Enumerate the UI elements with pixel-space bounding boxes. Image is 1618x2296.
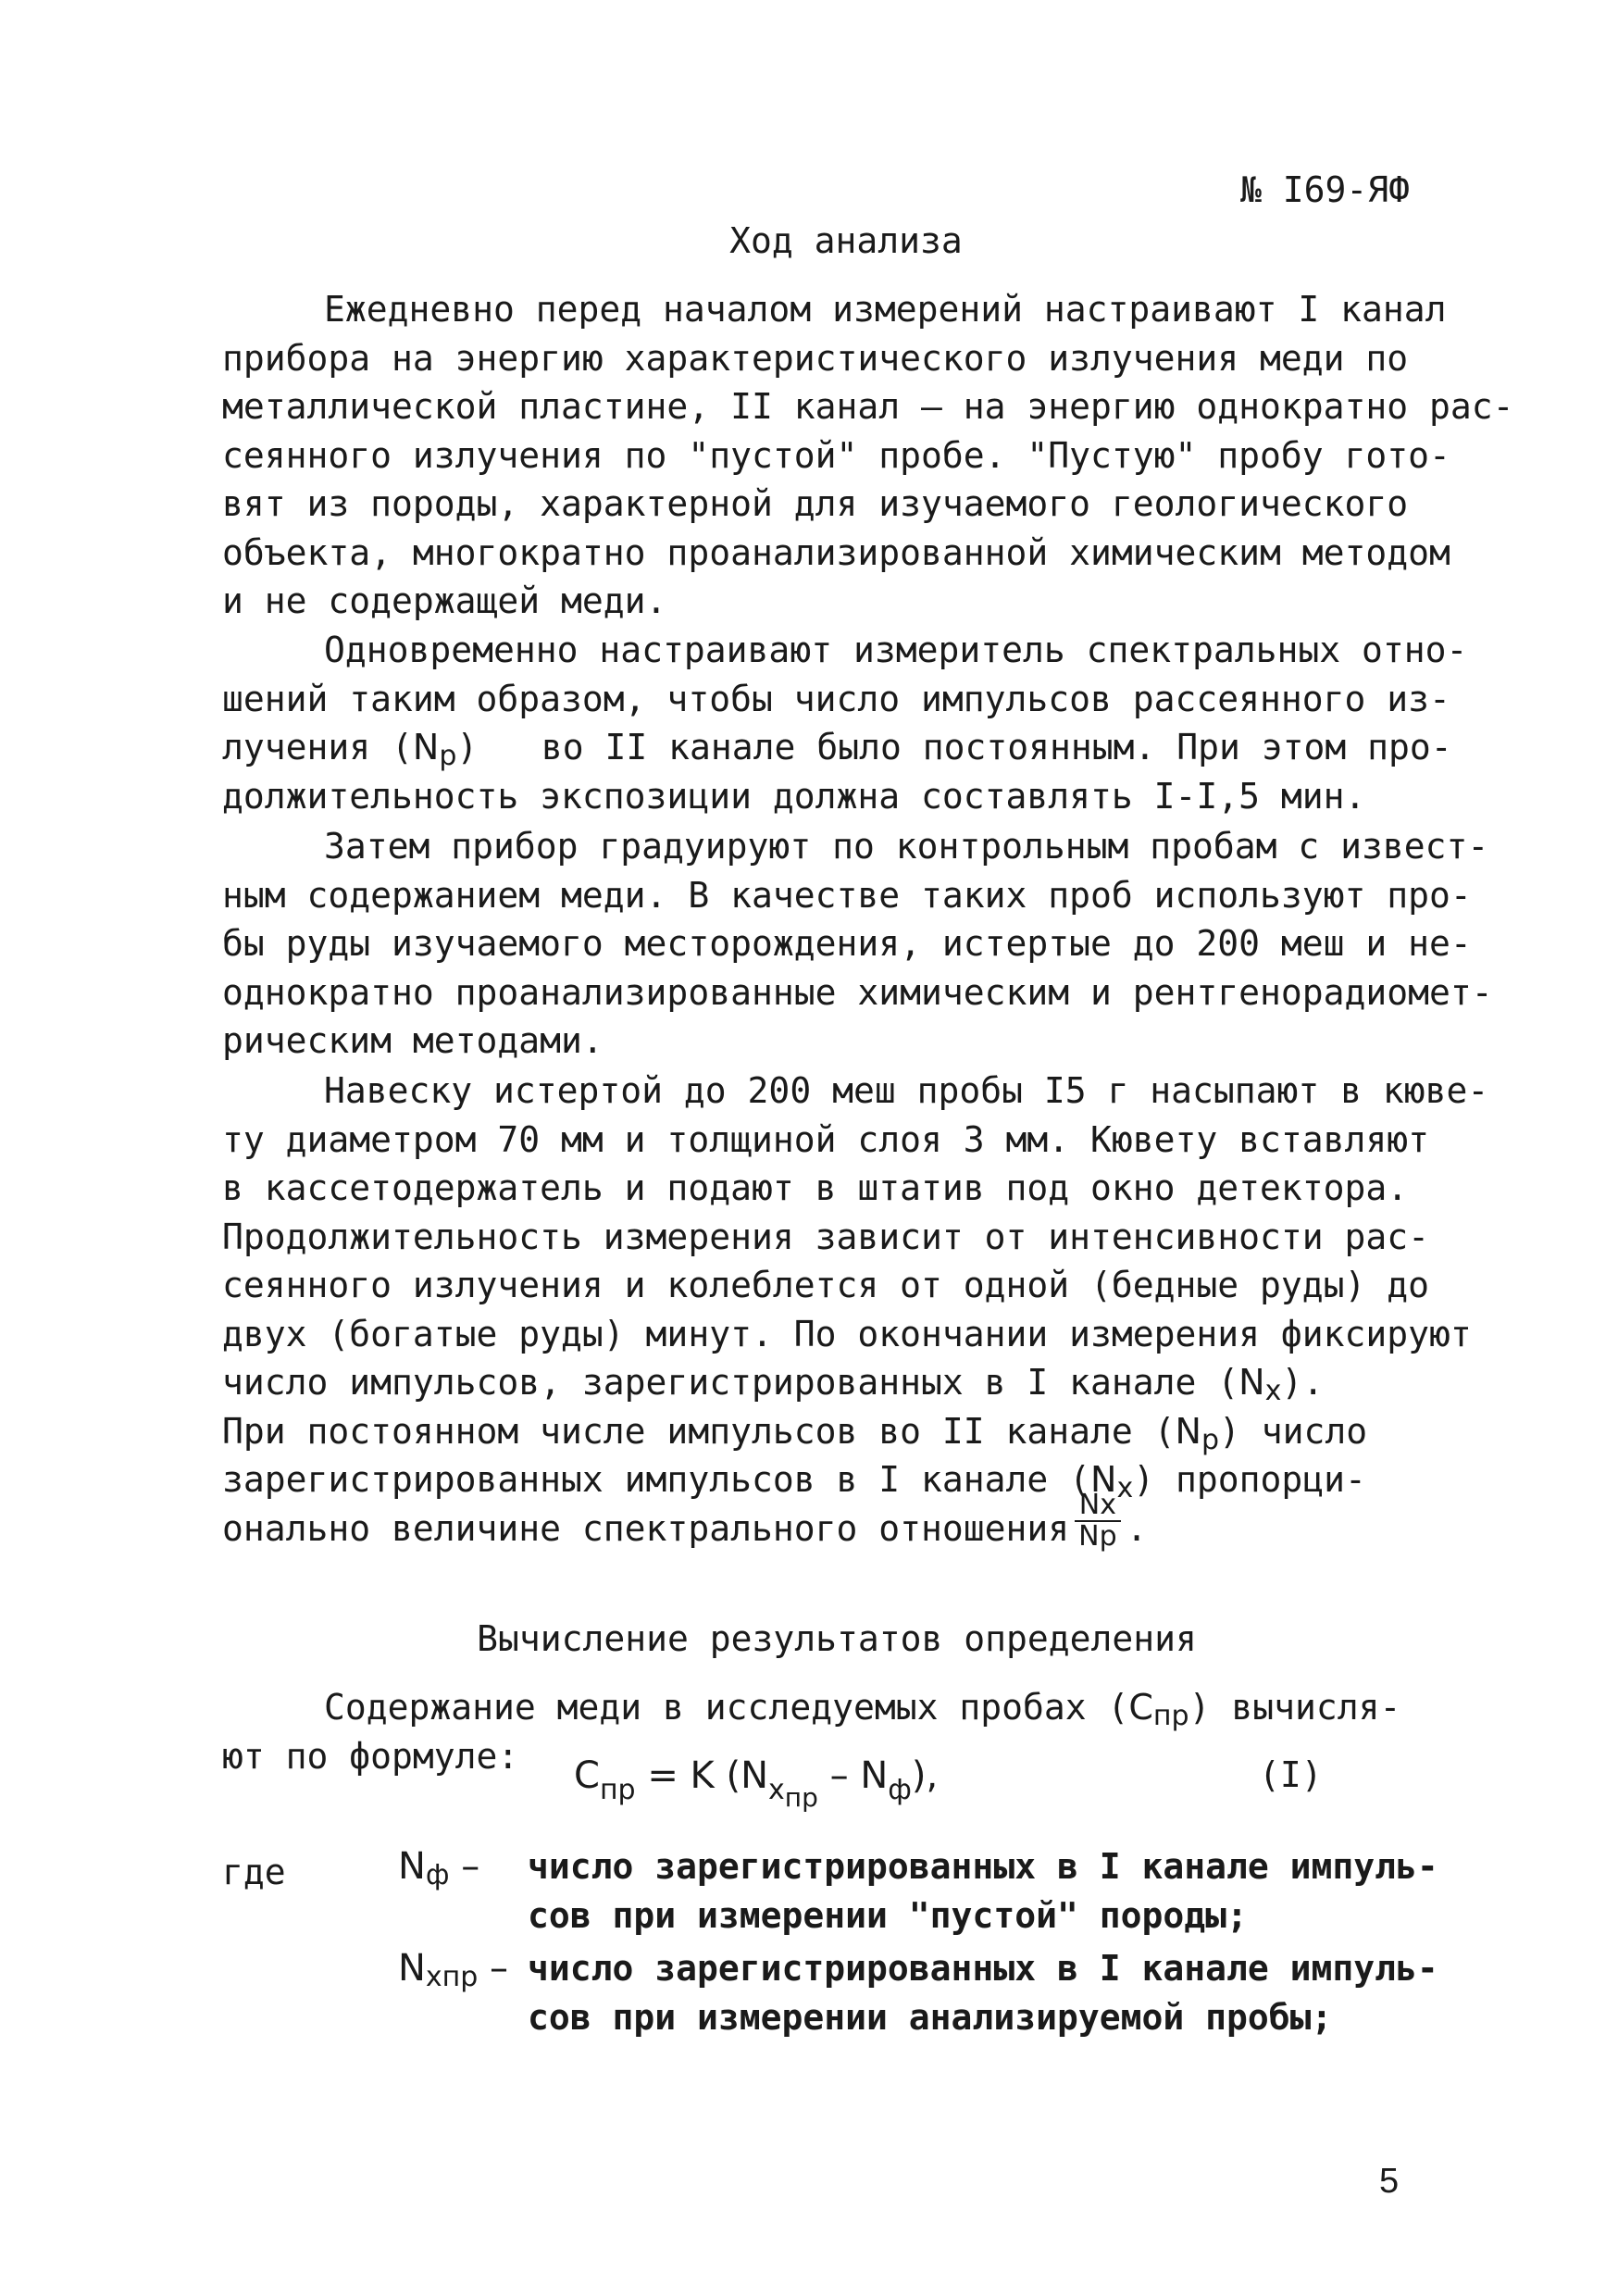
text-line: сеянного излучения и колеблется от одной (бедные руды) до <box>222 1265 1430 1305</box>
text-line: однократно проанализированные химическим и рентгенорадиомет- <box>222 971 1493 1013</box>
text-fragment: ) вычисля- <box>1189 1687 1401 1728</box>
equation-number: (I) <box>1259 1754 1323 1795</box>
text-fragment: При постоянном числе импульсов во II канале ( <box>222 1410 1176 1452</box>
definition-dash: – <box>478 1947 509 1990</box>
symbol-subscript: x <box>1116 1472 1134 1504</box>
formula-lhs-subscript: пр <box>599 1774 636 1806</box>
text-line: шений таким образом, чтобы число импульсов рассеянного из- <box>222 678 1450 719</box>
text-line: металлической пластине, II канал – на энергию однократно рас- <box>222 386 1514 427</box>
symbol-subscript: xпр <box>425 1961 479 1993</box>
definition-symbol <box>398 1842 528 1901</box>
text-line: в кассетодержатель и подают в штатив под окно детектора. <box>222 1167 1409 1208</box>
text-line: ным содержанием меди. В качестве таких проб используют про- <box>222 874 1472 916</box>
symbol-c: С <box>1128 1687 1153 1728</box>
text-fragment: Содержание меди в исследуемых пробах ( <box>324 1687 1129 1728</box>
section-title-calculation: Вычисление результатов определения <box>477 1618 1197 1659</box>
formula-f-subscript: ф <box>888 1774 912 1806</box>
text-fragment: ). <box>1281 1362 1325 1403</box>
text-line <box>222 1683 1425 1732</box>
text-line: вят из породы, характерной для изучаемого геологического <box>222 483 1409 524</box>
symbol-n: N <box>1090 1459 1117 1500</box>
text-line: Затем прибор градуируют по контрольным пробам с извест- <box>324 826 1489 867</box>
formula-eq: = K (N <box>635 1754 769 1797</box>
definition-text: число зарегистрированных в I канале импуль- сов при измерении анализируемой пробы; <box>528 1948 1438 2038</box>
definition-symbol <box>398 1944 528 2003</box>
definition-nf <box>398 1842 1438 1940</box>
text-line: Продолжительность измерения зависит от интенсивности рас- <box>222 1216 1430 1257</box>
text-fragment: . <box>1126 1507 1148 1549</box>
text-line <box>222 1489 1425 1554</box>
text-line: ют по формуле: <box>222 1735 519 1777</box>
definition-nxpr <box>398 1944 1438 2041</box>
text-line <box>222 1455 1425 1504</box>
text-line: Навеску истертой до 200 меш пробы I5 г насыпают в кюве- <box>324 1070 1489 1111</box>
text-line: Одновременно настраивают измеритель спектральных отно- <box>324 630 1468 670</box>
text-line: прибора на энергию характеристического излучения меди по <box>222 337 1409 379</box>
formula-x-subscript-2: пр <box>784 1782 818 1813</box>
section-title-analysis: Ход анализа <box>729 220 963 261</box>
text-fragment: зарегистрированных импульсов в I канале ( <box>222 1459 1090 1500</box>
text-fragment: лучения ( <box>222 727 413 767</box>
symbol-subscript: p <box>439 740 457 772</box>
text-line: Ежедневно перед началом измерений настраивают I канал <box>324 289 1447 330</box>
text-line: бы руды изучаемого месторождения, истертые до 200 меш и не- <box>222 923 1472 964</box>
text-fragment: ) пропорци- <box>1133 1459 1366 1500</box>
formula-lhs: С <box>574 1754 600 1797</box>
text-line <box>222 1358 1425 1407</box>
paragraph-4 <box>222 1067 1489 1553</box>
text-line: ту диаметром 70 мм и толщиной слоя 3 мм. Кювету вставляют <box>222 1118 1430 1160</box>
symbol-subscript: ф <box>425 1859 450 1891</box>
where-label: где <box>222 1852 286 1892</box>
fraction-nx-np <box>1075 1491 1120 1552</box>
symbol-n: N <box>398 1845 426 1888</box>
paragraph-2 <box>222 626 1468 820</box>
symbol-n: N <box>1238 1362 1265 1403</box>
text-fragment: число импульсов, зарегистрированных в I канале ( <box>222 1362 1239 1403</box>
definition-dash: – <box>449 1845 480 1888</box>
formula-minus: – N <box>817 1754 889 1797</box>
symbol-subscript: p <box>1201 1423 1219 1456</box>
formula-x-subscript: x <box>768 1774 785 1806</box>
text-fragment: онально величине спектрального отношения <box>222 1507 1070 1549</box>
symbol-n: N <box>1175 1410 1201 1452</box>
formula-close: ), <box>911 1754 939 1797</box>
text-line: должительность экспозиции должна составлять I-I,5 мин. <box>222 775 1366 817</box>
symbol-n: N <box>412 727 440 767</box>
fraction-denominator: Np <box>1078 1520 1117 1553</box>
text-line <box>222 1407 1425 1456</box>
text-line: сеянного излучения по "пустой" пробе. "Пустую" пробу гото- <box>222 434 1450 476</box>
text-line: объекта, многократно проанализированной химическим методом <box>222 531 1450 573</box>
text-line: двух (богатые руды) минут. По окончании измерения фиксируют <box>222 1313 1472 1354</box>
text-line: и не содержащей меди. <box>222 580 667 621</box>
symbol-subscript: пр <box>1152 1700 1189 1732</box>
page-number: 5 <box>1379 2162 1400 2201</box>
text-fragment: ) число <box>1219 1410 1368 1452</box>
paragraph-3 <box>222 822 1493 1066</box>
document-number: № I69-ЯФ <box>1240 169 1411 210</box>
fraction-numerator: Nx <box>1075 1491 1120 1522</box>
formula-1 <box>574 1754 938 1813</box>
text-line <box>222 723 1452 772</box>
definition-text: число зарегистрированных в I канале импуль- сов при измерении "пустой" породы; <box>528 1846 1438 1936</box>
text-line: рическим методами. <box>222 1020 604 1061</box>
text-fragment: ) во II канале было постоянным. При этом про- <box>456 727 1452 767</box>
symbol-subscript: x <box>1264 1375 1282 1407</box>
symbol-n: N <box>398 1947 426 1990</box>
paragraph-1 <box>222 285 1514 626</box>
